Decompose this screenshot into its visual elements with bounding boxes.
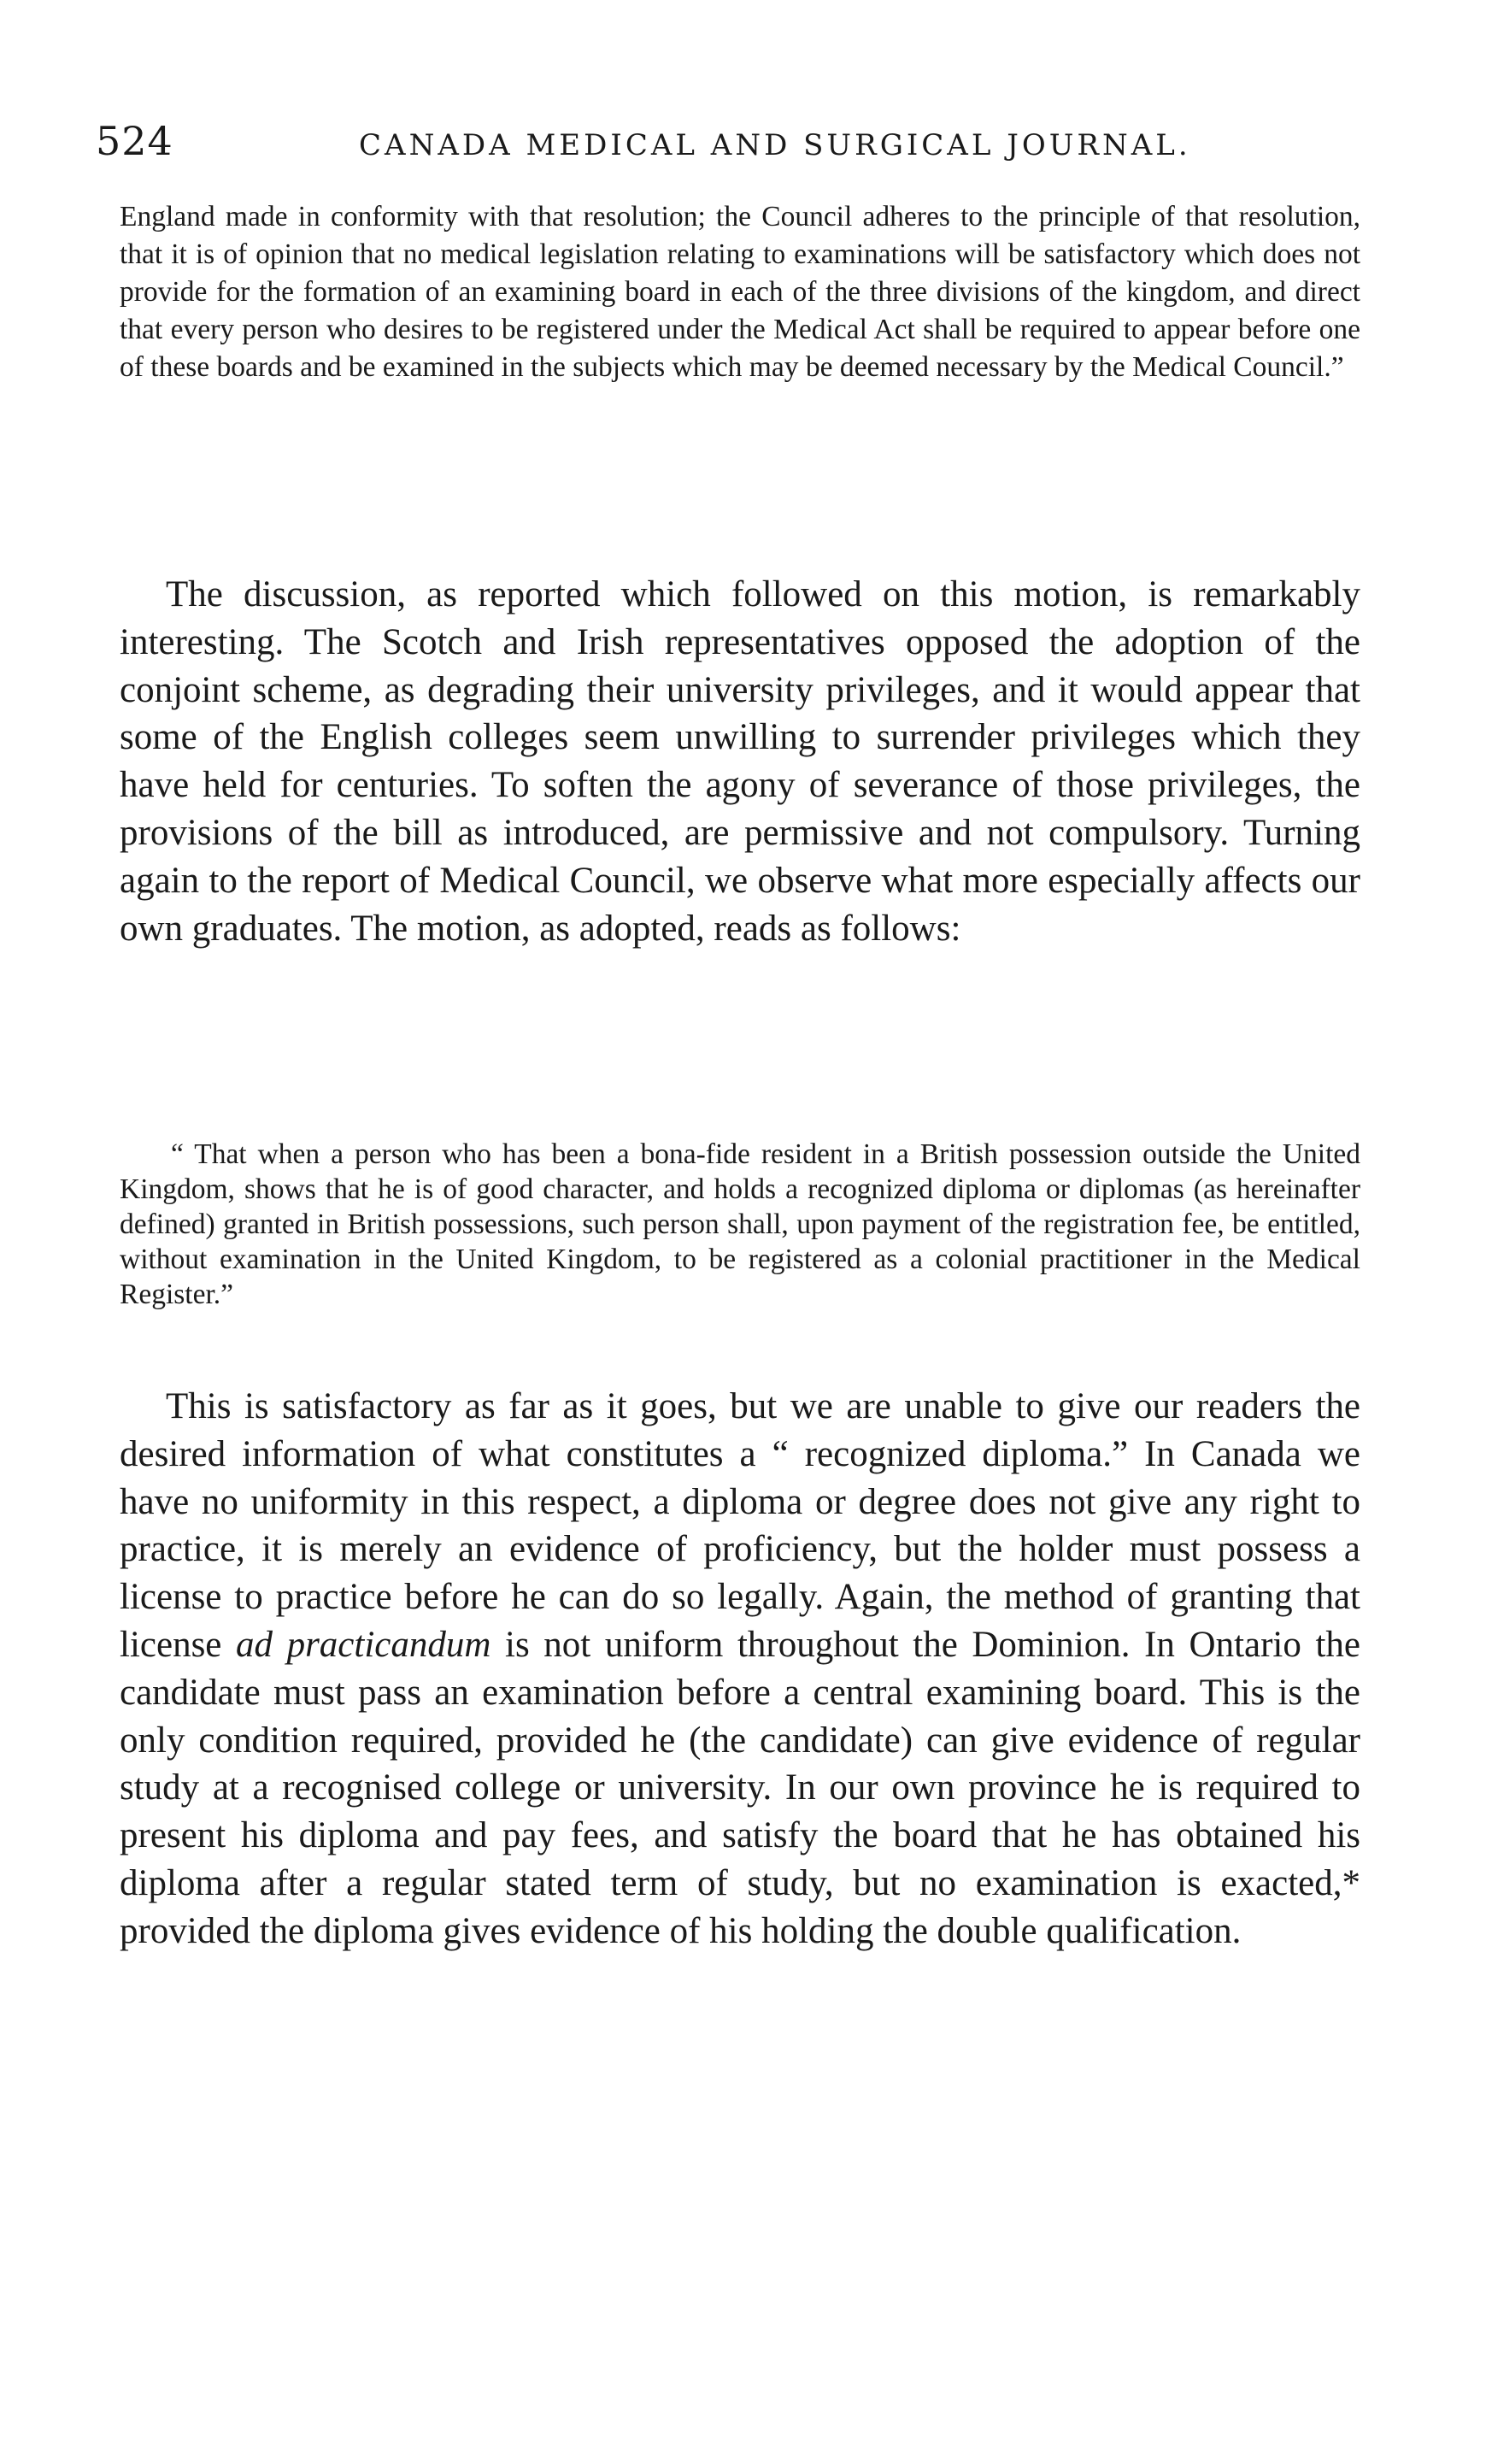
page-number: 524 bbox=[96, 118, 173, 164]
quoted-resolution-text: England made in conformity with that resolution; the Council adheres to the principle of that resolution, that it is of opinion that no medical legislation relating to examinations will be satisfactory which does not provide for the formation of an examining board in each of the three divisions of the kingdom, and direct that every person who desires to be registered under the Medical Act shall be required to appear before one of these boards and be examined in the subjects which may be deemed necessary by the Medical Council.” bbox=[120, 201, 1360, 383]
quoted-resolution bbox=[120, 198, 1360, 386]
running-head: CANADA MEDICAL AND SURGICAL JOURNAL. bbox=[359, 128, 1191, 162]
paragraph-diploma-part-2: is not uniform throughout the Dominion. In Ontario the candidate must pass an examination before a central examining board. This is the only condition required, provided he (the candidate) can give evidence of regular study at a recognised college or university. In our own province he is required to present his diploma and pay fees, and satisfy the board that he has obtained his diploma after a regular stated term of study, but no examination is exacted,* provided the diploma gives evidence of his holding the double qualification. bbox=[120, 1624, 1360, 1951]
paragraph-discussion-text: The discussion, as reported which followed on this motion, is remarkably interesting. The Scotch and Irish representatives opposed the adoption of the conjoint scheme, as degrading their university privileges, and it would appear that some of the English colleges seem unwilling to surrender privileges which they have held for centuries. To soften the agony of severance of those privileges, the provisions of the bill as introduced, are permissive and not compulsory. Turning again to the report of Medical Council, we observe what more especially affects our own graduates. The motion, as adopted, reads as follows: bbox=[120, 574, 1360, 949]
quoted-motion bbox=[120, 1137, 1360, 1312]
latin-phrase: ad practicandum bbox=[235, 1624, 491, 1665]
paragraph-diploma-text bbox=[120, 1383, 1360, 1955]
paragraph-diploma-part-1: This is satisfactory as far as it goes, but we are unable to give our readers the desired information of what constitutes a “ recognized diploma.” In Canada we have no uniformity in this respect, a diploma or degree does not give any right to practice, it is merely an evidence of proficiency, but the holder must possess a license to practice before he can do so legally. Again, the method of granting that license bbox=[120, 1386, 1360, 1665]
page-header bbox=[96, 118, 1360, 178]
body-paragraph-discussion bbox=[120, 571, 1360, 952]
quoted-motion-text: “ That when a person who has been a bona-fide resident in a British possession outside the United Kingdom, shows that he is of good character, and holds a recognized diploma or diplomas (as hereinafter defined) granted in British possessions, such person shall, upon payment of the registration fee, be entitled, without examination in the United Kingdom, to be registered as a colonial practitioner in the Medical Register.” bbox=[120, 1138, 1360, 1310]
body-paragraph-diploma bbox=[120, 1383, 1360, 1955]
